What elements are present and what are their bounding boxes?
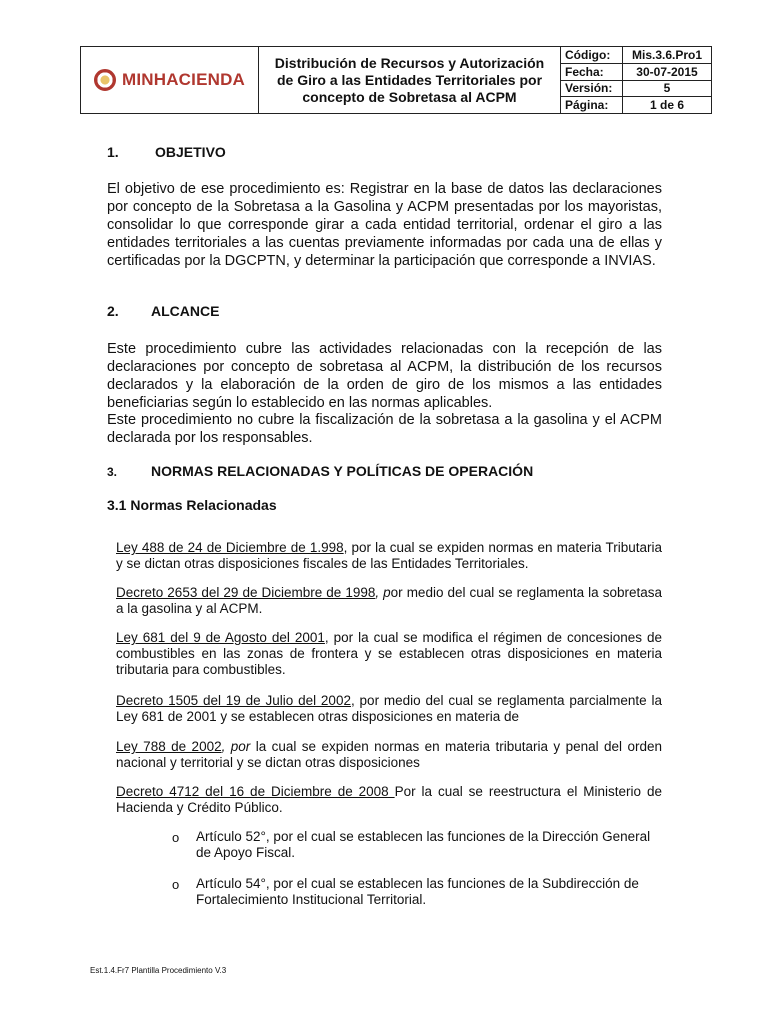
section-3-heading [107,463,533,479]
scope-paragraph-1: Este procedimiento cubre las actividades relacionadas con la recepción de las declaraciones por concepto de sobretasa al ACPM, la distribución de los recursos declarados y la elaboración de la orden de giro de los mismos a las entidades beneficiarias según lo establecido en las normas aplicables. [107,341,662,411]
meta-value: Mis.3.6.Pro1 [631,47,703,62]
norm-reference: Ley 681 del 9 de Agosto del 2001 [116,630,325,645]
meta-key: Código: [561,47,623,63]
norm-item: Ley 488 de 24 de Diciembre de 1.998, por la cual se expiden normas en materia Tributaria y se dictan otras disposiciones fiscales de las Entidades Territoriales. [116,540,662,571]
section-number: 2. [107,303,119,319]
section-title: OBJETIVO [155,144,226,160]
logo-text: MINHACIENDA [121,70,246,89]
footer-template-code: Est.1.4.Fr7 Plantilla Procedimiento V.3 [90,966,227,975]
metadata-table [561,47,711,113]
article-item: Artículo 52°, por el cual se establecen las funciones de la Dirección General de Apoyo Fiscal. [196,829,651,860]
coat-of-arms-icon [94,69,116,91]
meta-key: Versión: [561,81,623,97]
meta-value: 1 de 6 [649,98,685,113]
article-item: Artículo 54°, por el cual se establecen las funciones de la Subdirección de Fortalecimiento Institucional Territorial. [196,876,639,907]
bullet-icon: o [172,830,180,845]
norm-reference: Decreto 1505 del 19 de Julio del 2002 [116,693,351,708]
meta-row-code [561,47,711,64]
norm-item: Ley 681 del 9 de Agosto del 2001, por la cual se modifica el régimen de concesiones de combustibles en las zonas de frontera y se establecen otras disposiciones en materia tributaria para combustibles. [116,630,662,677]
subsection-heading: 3.1 Normas Relacionadas [107,497,277,513]
section-1-heading [107,144,226,160]
meta-key: Fecha: [561,64,623,80]
scope-paragraph-2: Este procedimiento no cubre la fiscalización de la sobretasa a la gasolina y el ACPM declarada por los responsables. [107,412,662,446]
document-title: Distribución de Recursos y Autorización de Giro a las Entidades Territoriales por concepto de Sobretasa al ACPM [274,54,545,105]
section-title: NORMAS RELACIONADAS Y POLÍTICAS DE OPERACIÓN [151,463,534,479]
bullet-icon: o [172,877,180,892]
norm-item: Decreto 2653 del 29 de Diciembre de 1998, por medio del cual se reglamenta la sobretasa a la gasolina y al ACPM. [116,585,662,616]
meta-row-page [561,97,711,113]
meta-row-version [561,81,711,98]
section-2-heading [107,303,219,319]
norm-reference: Ley 788 de 2002 [116,739,222,754]
norm-reference: Decreto 2653 del 29 de Diciembre de 1998 [116,585,376,600]
norm-item: Decreto 4712 del 16 de Diciembre de 2008 Por la cual se reestructura el Ministerio de Hacienda y Crédito Público. [116,784,662,815]
objective-paragraph: El objetivo de ese procedimiento es: Registrar en la base de datos las declaraciones por concepto de la Sobretasa a la Gasolina y ACPM presentadas por los mayoristas, consolidar lo que corresponde girar a cada entidad territorial, ordenar el giro a las entidades territoriales a las cuentas previamente informadas por cada una de ellas y certificadas por la DGCPTN, y determinar la participación que corresponde a INVIAS. [107,181,662,269]
document-title-cell [259,47,561,113]
section-number: 3. [107,465,118,479]
section-title: ALCANCE [151,303,220,319]
document-header [80,46,712,114]
meta-key: Página: [561,97,623,113]
logo-cell [81,47,259,113]
meta-value: 30-07-2015 [636,64,698,79]
norm-reference: Decreto 4712 del 16 de Diciembre de 2008 [116,784,395,799]
norm-reference: Ley 488 de 24 de Diciembre de 1.998 [116,540,344,555]
norm-item: Decreto 1505 del 19 de Julio del 2002, por medio del cual se reglamenta parcialmente la Ley 681 de 2001 y se establecen otras disposiciones en materia de [116,693,662,724]
meta-value: 5 [663,81,671,96]
section-number: 1. [107,144,119,160]
meta-row-date [561,64,711,81]
norm-item: Ley 788 de 2002, por la cual se expiden normas en materia tributaria y penal del orden nacional y territorial y se dictan otras disposiciones [116,739,662,770]
